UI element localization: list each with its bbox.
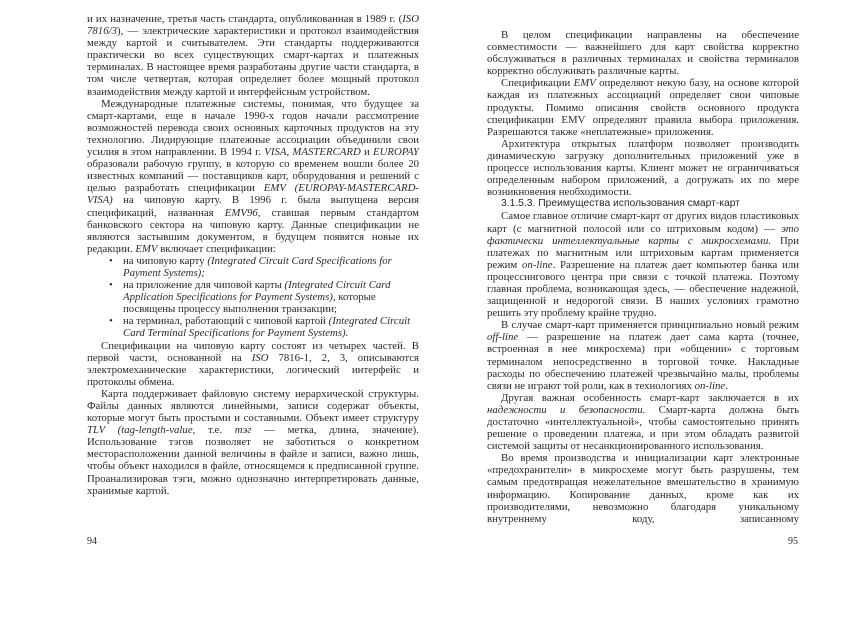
italic-text: ISO 7816/3 [87,13,419,38]
paragraph [487,138,799,198]
text-run: Международные платежные системы, понимая, что будущее за смарт-картами, еще в начале 1990-х годов начали рассмотрение возможностей перевода своих основных карточных продуктов на эту технологию. Лидирующие платежные ассоциации объединили свои усилия в этом направлении. В 1994 г. [87,97,419,159]
text-run: определяют некую базу, на основе которой каждая из платежных ассоциаций определяет свои чиповые продукты. Помимо описания свойств основного продукта спецификации EMV определяют правила выбора приложения. Разрешаются также «неплатежные» приложения. [487,77,799,138]
text-run: Архитектура открытых платформ позволяет производить динамическую загрузку дополнительных приложений уже в процессе использования карты. Клиент может не ограничиваться определенным набором приложений, а догружать их по мере возникновения необходимости. [487,137,799,199]
text-run: — разрешение на платеж дает сама карта (точнее, встроенная в нее микросхема) при «общении» с торговым терминалом непосредственно в торговой точке. Накладные расходы по обеспечению платежей чрезвычайно малы, проблемы связи не играют той роли, как в технологиях [487,331,799,392]
text-run: ), — электрические характеристики и протокол взаимодействия между картой и считывателем. Эти стандарты поддерживаются практически во всех существующих смарт-картах и платежных терминалах. В настоящее время разработаны другие части стандарта, в том числе четвертая, которая определяет более мощный протокол взаимодействия между картой и интерфейсным устройством. [87,25,419,98]
italic-text: надежности и безопасности. [487,403,646,416]
italic-text: EMV (EUROPAY-MASTERCARD-VISA) [87,182,419,207]
paragraph [487,210,799,319]
italic-text: (Integrated Circuit Card Specifications for Payment Systems); [123,254,392,279]
paragraph [487,452,799,525]
text-run: образовали рабочую группу, в которую со временем вошли более 20 известных компаний — поставщиков карт, оборудования и решений с целью разработать спецификации [87,158,419,195]
right-page-text [487,29,799,525]
paragraph [87,340,419,388]
text-run: и [360,146,373,159]
italic-text: тэг [234,424,252,437]
text-run: Карта поддерживает файловую систему иерархической структуры. Файлы данных являются линейными, записи содержат объекты, которые могут быть простыми и составными. Объект имеет структуру [87,387,419,425]
text-run: Спецификации [501,77,574,90]
text-run: В целом спецификации направлены на обеспечение совместимости — важнейшего для карт свойства корректно обслуживаться в различных терминалах и свойства терминалов корректно обслуживать различные карты. [487,29,799,78]
text-run: на приложение для чиповой карты [123,279,285,292]
italic-text: off-line [487,331,519,344]
section-heading: 3.1.5.3. Преимущества использования смарт-карт [501,198,740,210]
italic-text: EMV [135,242,158,255]
text-run: Смарт-карта должна быть достаточно «интеллектуальной», чтобы самостоятельно принять решение о проведении платежа, и при этом обладать развитой системой защиты от несанкционированного использования. [487,403,799,453]
paragraph [87,98,419,255]
text-run: В случае смарт-карт применяется принципиально новый режим [501,319,799,332]
paragraph [487,77,799,137]
text-run: на чиповую карту [123,254,208,267]
text-run: Другая важная особенность смарт-карт заключается в их [501,391,799,404]
paragraph [87,388,419,497]
paragraph [487,29,799,77]
italic-text: (Integrated Circuit Card Application Specifications for Payment Systems) [123,279,391,304]
italic-text: EUROPAY [372,146,419,159]
list-item [123,315,419,339]
text-run: Спецификации на чиповую карту состоят из четырех частей. В первой части, основанной на [87,339,419,364]
text-run: . Разрешение на платеж дает компьютер банка или процессингового центра при связи с точкой платежа. Поэтому главная проблема, возникающая здесь, — обеспечение надежной, защищенной и недорогой связи. В наших условиях грамотно решить эту проблему крайне трудно. [487,258,799,320]
text-run: на терминал, работающий с чиповой картой [123,315,329,328]
paragraph [87,13,419,98]
list-item [123,255,419,279]
text-run: — метка, длина, значение). Использование тэгов позволяет не заботиться о конкретном месторасположении данной величины в файле и записи, важно лишь, чтобы объект находился в файле, относящемся к предписанной группе. Проанализировав тэги, можно однозначно интерпретировать данные, хранимые картой. [87,424,419,497]
text-run: и их назначение, третья часть стандарта, опубликованная в 1989 г. ( [87,13,403,25]
italic-text: EMV96 [224,206,258,219]
text-run: Во время производства и инициализации карт электронные «предохранители» в микросхеме могут быть разрушены, тем самым предотвращая нежелательное вмешательство в хранимую информацию. Копирование данных, кроме как их производителями, невозможно благодаря уникальному внутреннему коду, записанному [487,452,799,525]
italic-text: (Integrated Circuit Card Terminal Specifications for Payment Systems). [123,315,411,340]
text-run: , т.е. [192,424,235,437]
text-run: на чиповую карту. В 1996 г. была выпущена версия спецификаций, названная [87,194,419,219]
italic-text: ISO [251,351,269,364]
paragraph [487,319,799,392]
italic-text: TLV (tag-length-value [87,424,193,437]
italic-text: VISA, MASTERCARD [264,146,361,159]
list-item [123,279,419,315]
paragraph [487,392,799,452]
left-page-number: 94 [87,536,97,547]
text-run: , которые посвящены процессу выполнения транзакции; [123,291,376,316]
text-run: Самое главное отличие смарт-карт от других видов пластиковых карт (с магнитной полосой или со штриховым кодом) — [487,210,799,235]
bullet-list [87,255,419,340]
text-run: При платежах по магнитным или штриховым картам применяется режим [487,234,799,271]
right-page-number: 95 [788,536,798,547]
text-run: , ставшая первым стандартом банковского сектора на чиповую карту. Данные спецификации не являются застывшим документом, в будущем появятся новые их редакции. [87,206,419,255]
text-run: включает спецификации: [157,242,276,255]
italic-text: on-line [694,379,726,392]
italic-text: это фактически интеллектуальные карты с микросхемами. [487,222,799,247]
left-page-text [87,13,419,497]
text-run: . [725,379,728,392]
text-run: 7816-1, 2, 3, описываются электромеханические характеристики, логический интерфейс и протоколы обмена. [87,351,419,388]
italic-text: on-line [521,258,553,271]
italic-text: EMV [573,77,596,90]
